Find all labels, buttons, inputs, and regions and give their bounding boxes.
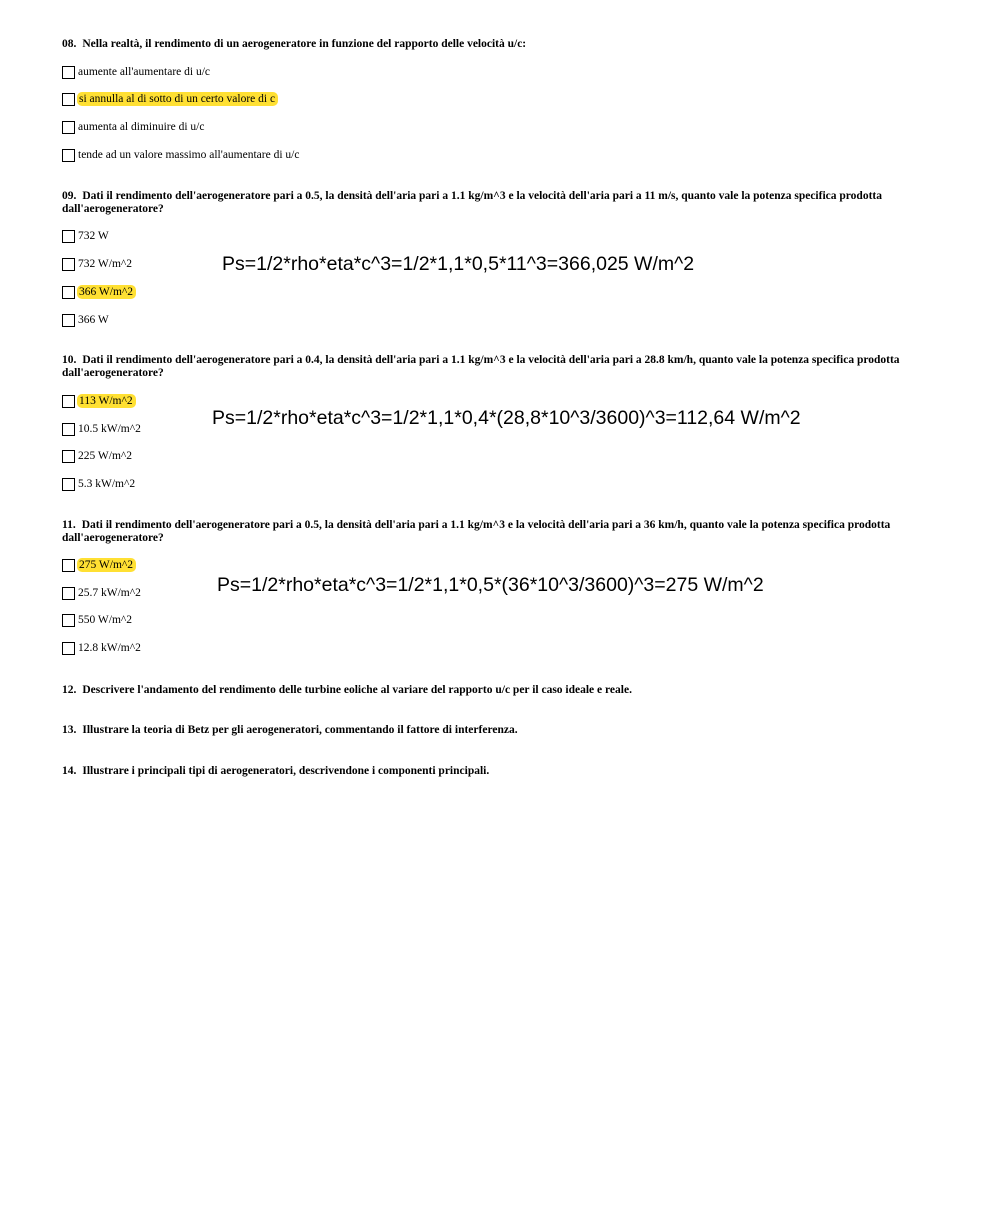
answer-checkbox[interactable] (62, 149, 75, 162)
option-label: 550 W/m^2 (78, 614, 133, 626)
answer-checkbox[interactable] (62, 587, 75, 600)
question-number: 11. (62, 519, 76, 531)
option-09-a[interactable] (62, 228, 110, 244)
question-12 (62, 684, 942, 697)
question-text: Nella realtà, il rendimento di un aerogeneratore in funzione del rapporto delle velocità u/c: (82, 38, 527, 50)
question-number: 09. (62, 190, 77, 202)
option-09-b[interactable] (62, 256, 133, 272)
question-text: Illustrare i principali tipi di aerogeneratori, descrivendone i componenti principali. (82, 765, 490, 777)
answer-checkbox[interactable] (62, 559, 75, 572)
question-number: 13. (62, 724, 77, 736)
question-10 (62, 354, 942, 380)
question-11 (62, 519, 942, 545)
option-10-b[interactable] (62, 421, 142, 437)
option-09-d[interactable] (62, 312, 110, 328)
answer-checkbox[interactable] (62, 121, 75, 134)
option-label-highlighted: 275 W/m^2 (77, 558, 136, 572)
option-label-highlighted: 366 W/m^2 (77, 285, 136, 299)
option-label: 366 W (78, 314, 109, 326)
option-11-c[interactable] (62, 612, 133, 628)
answer-checkbox[interactable] (62, 450, 75, 463)
option-label-highlighted: 113 W/m^2 (77, 394, 136, 408)
option-11-b[interactable] (62, 585, 142, 601)
option-label: 12.8 kW/m^2 (78, 642, 141, 654)
answer-checkbox[interactable] (62, 286, 75, 299)
question-number: 10. (62, 354, 77, 366)
answer-checkbox[interactable] (62, 93, 75, 106)
question-number: 14. (62, 765, 77, 777)
question-text: Illustrare la teoria di Betz per gli aerogeneratori, commentando il fattore di interferenza. (82, 724, 518, 736)
answer-checkbox[interactable] (62, 230, 75, 243)
option-08-b[interactable] (62, 91, 278, 107)
answer-checkbox[interactable] (62, 423, 75, 436)
option-11-a[interactable] (62, 557, 136, 573)
answer-checkbox[interactable] (62, 258, 75, 271)
question-number: 08. (62, 38, 77, 50)
option-label: aumenta al diminuire di u/c (78, 121, 205, 133)
answer-checkbox[interactable] (62, 642, 75, 655)
option-11-d[interactable] (62, 640, 142, 656)
question-13 (62, 724, 942, 737)
question-text: Dati il rendimento dell'aerogeneratore pari a 0.5, la densità dell'aria pari a 1.1 kg/m^3 e la velocità dell'aria pari a 11 m/s, quanto vale la potenza specifica prodotta dall'aerogeneratore? (62, 190, 882, 215)
option-label-highlighted: si annulla al di sotto di un certo valore di c (77, 92, 278, 106)
question-text: Descrivere l'andamento del rendimento delle turbine eoliche al variare del rapporto u/c per il caso ideale e reale. (82, 684, 632, 696)
option-label: 732 W/m^2 (78, 258, 133, 270)
option-label: 5.3 kW/m^2 (78, 478, 136, 490)
answer-checkbox[interactable] (62, 395, 75, 408)
question-14 (62, 765, 942, 778)
option-label: 732 W (78, 230, 109, 242)
option-label: aumente all'aumentare di u/c (78, 66, 211, 78)
question-number: 12. (62, 684, 77, 696)
answer-checkbox[interactable] (62, 614, 75, 627)
question-text: Dati il rendimento dell'aerogeneratore pari a 0.5, la densità dell'aria pari a 1.1 kg/m^3 e la velocità dell'aria pari a 36 km/h, quanto vale la potenza specifica prodotta dall'aerogeneratore? (62, 519, 891, 544)
formula-10: Ps=1/2*rho*eta*c^3=1/2*1,1*0,4*(28,8*10^3/3600)^3=112,64 W/m^2 (212, 407, 801, 429)
option-10-a[interactable] (62, 393, 136, 409)
option-10-c[interactable] (62, 448, 133, 464)
question-09 (62, 190, 942, 216)
option-label: 25.7 kW/m^2 (78, 587, 141, 599)
answer-checkbox[interactable] (62, 314, 75, 327)
option-08-d[interactable] (62, 147, 300, 163)
question-text: Dati il rendimento dell'aerogeneratore pari a 0.4, la densità dell'aria pari a 1.1 kg/m^3 e la velocità dell'aria pari a 28.8 km/h, quanto vale la potenza specifica prodotta dall'aerogeneratore? (62, 354, 900, 379)
answer-checkbox[interactable] (62, 478, 75, 491)
option-10-d[interactable] (62, 476, 136, 492)
option-08-a[interactable] (62, 64, 211, 80)
option-label: 225 W/m^2 (78, 450, 133, 462)
option-label: tende ad un valore massimo all'aumentare di u/c (78, 149, 300, 161)
formula-11: Ps=1/2*rho*eta*c^3=1/2*1,1*0,5*(36*10^3/3600)^3=275 W/m^2 (217, 574, 764, 596)
formula-09: Ps=1/2*rho*eta*c^3=1/2*1,1*0,5*11^3=366,025 W/m^2 (222, 253, 695, 275)
question-08 (62, 38, 942, 51)
answer-checkbox[interactable] (62, 66, 75, 79)
option-09-c[interactable] (62, 284, 136, 300)
option-label: 10.5 kW/m^2 (78, 423, 141, 435)
option-08-c[interactable] (62, 119, 205, 135)
